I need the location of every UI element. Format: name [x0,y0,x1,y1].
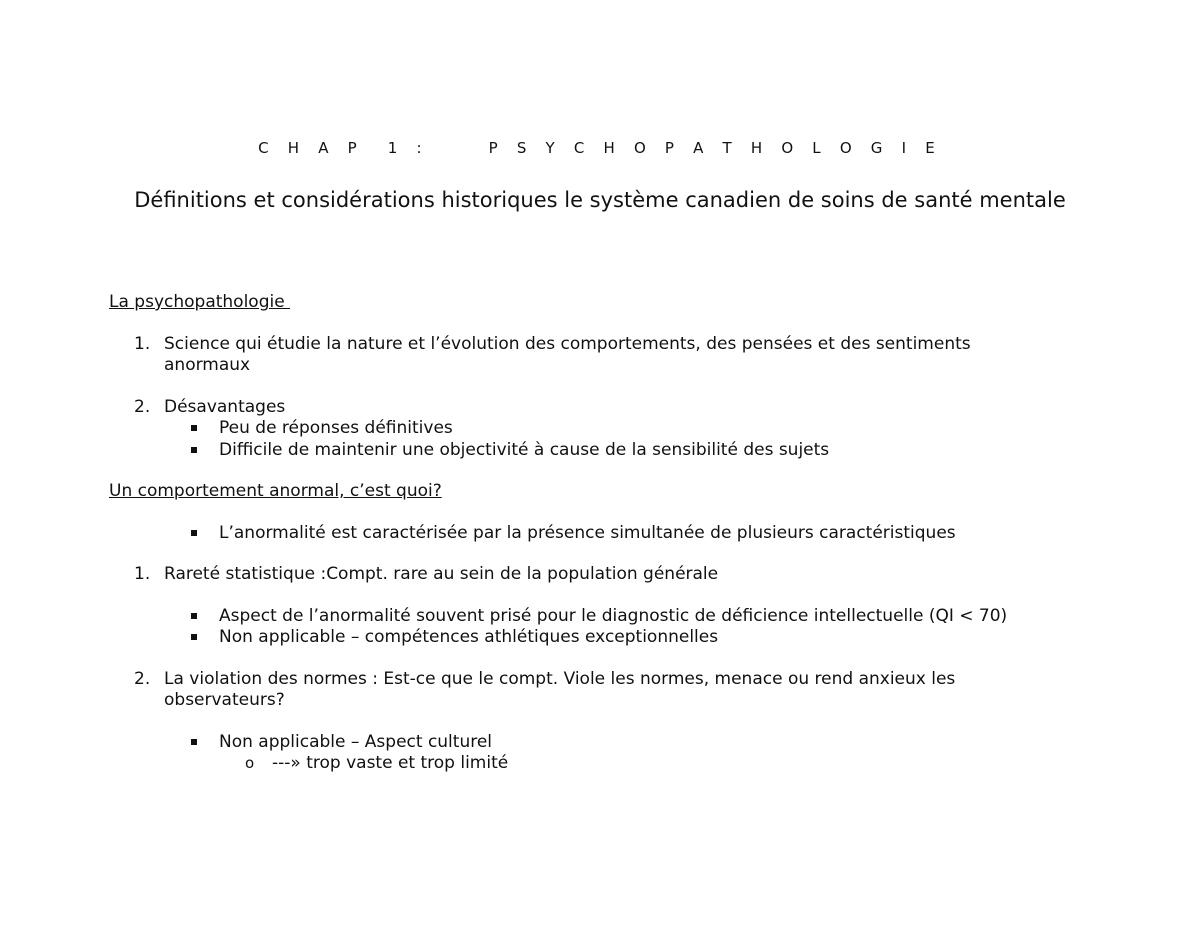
bullet-text: Difficile de maintenir une objectivité à cause de la sensibilité des sujets [219,439,830,460]
bullet-item [109,523,1109,545]
item-text: Science qui étudie la nature et l’évolution des comportements, des pensées et des sentiments [164,333,971,354]
item-number: 1. [134,333,151,354]
item-text: Rareté statistique :Compt. rare au sein de la population générale [164,564,719,584]
sub-bullet-item [109,753,1109,775]
item-number: 2. [134,668,151,689]
numbered-item [109,334,1109,377]
bullet-text: Peu de réponses définitives [219,418,453,438]
bullet-text: Non applicable – compétences athlétiques exceptionnelles [219,627,719,647]
circle-bullet-icon: o [245,754,255,772]
bullet-item [109,732,1109,754]
item-text: La violation des normes : Est-ce que le compt. Viole les normes, menace ou rend anxieux les [164,668,956,689]
square-bullet-icon [191,447,197,453]
item-number: 2. [134,396,151,417]
document-body [109,292,1109,775]
square-bullet-icon [191,634,197,640]
numbered-item [109,564,1109,586]
bullet-text: L’anormalité est caractérisée par la présence simultanée de plusieurs caractéristiques [219,522,956,543]
numbered-item [109,397,1109,419]
bullet-text: Aspect de l’anormalité souvent prisé pour le diagnostic de déficience intellectuelle (QI < 70) [219,605,1008,626]
sub-bullet-text: ---» trop vaste et trop limité [272,753,509,773]
item-text-continued: observateurs? [164,690,285,710]
square-bullet-icon [191,739,197,745]
square-bullet-icon [191,530,197,536]
chapter-heading: C H A P 1 : P S Y C H O P A T H O L O G I E [258,139,942,157]
bullet-item [109,606,1109,628]
section-heading-comportement-anormal: Un comportement anormal, c’est quoi? [109,481,442,501]
bullet-item [109,627,1109,649]
section-heading-psychopathologie: La psychopathologie [109,292,291,312]
square-bullet-icon [191,613,197,619]
bullet-item [109,418,1109,440]
bullet-text: Non applicable – Aspect culturel [219,731,493,752]
bullet-item [109,440,1109,462]
square-bullet-icon [191,425,197,431]
numbered-item [109,669,1109,712]
document-title: Définitions et considérations historiques le système canadien de soins de santé mentale [134,188,1066,212]
item-number: 1. [134,564,151,584]
item-text: Désavantages [164,396,286,417]
item-text-continued: anormaux [164,355,251,375]
